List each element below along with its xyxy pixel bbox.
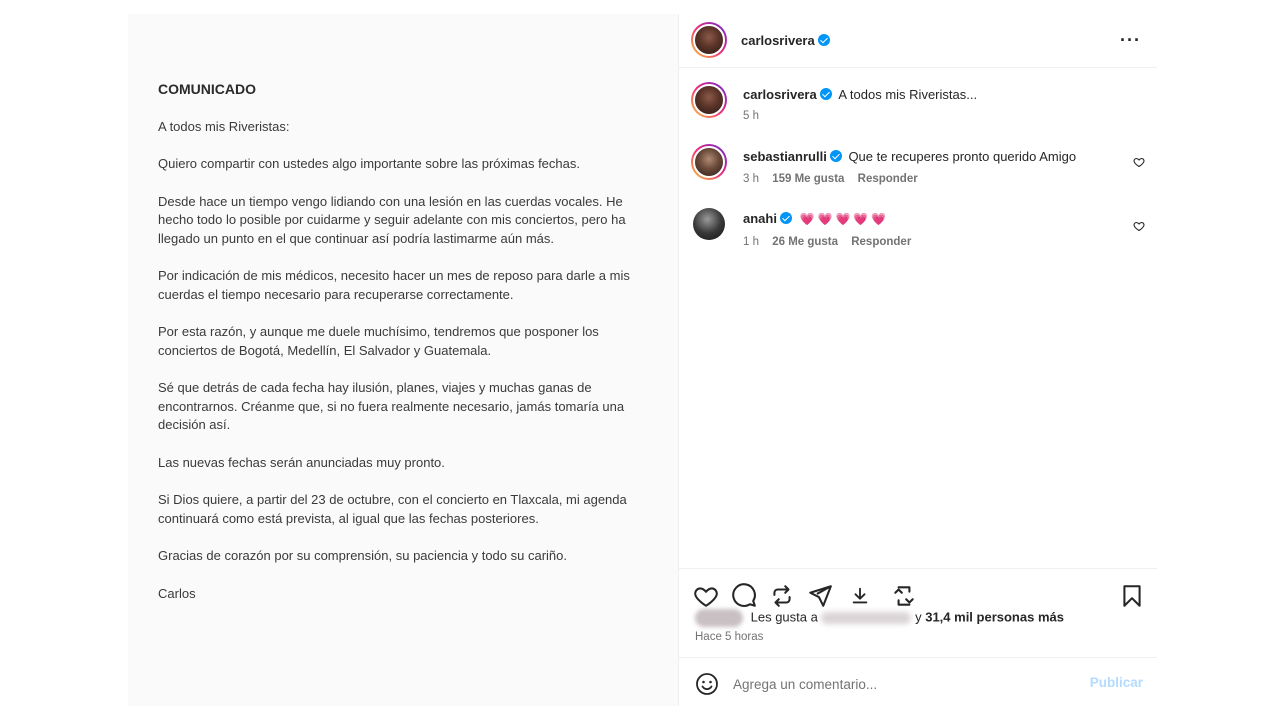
document-title: COMUNICADO bbox=[158, 81, 256, 97]
post-header bbox=[679, 14, 1157, 68]
caption-text: A todos mis Riveristas... bbox=[838, 87, 978, 102]
author-username[interactable]: carlosrivera bbox=[741, 33, 815, 48]
liker-name-redacted bbox=[821, 612, 911, 624]
comment-likes[interactable]: 159 Me gusta bbox=[772, 173, 845, 185]
verified-badge-icon bbox=[818, 34, 830, 46]
comment-time[interactable]: 1 h bbox=[743, 236, 759, 248]
commenter-username[interactable]: anahi bbox=[743, 211, 777, 226]
likes-connector: y bbox=[915, 609, 922, 625]
publish-button[interactable]: Publicar bbox=[1089, 675, 1143, 690]
likes-prefix: Les gusta a bbox=[750, 609, 818, 625]
add-comment-bar bbox=[679, 657, 1157, 706]
document-paragraph: Si Dios quiere, a partir del 23 de octubre, con el concierto en Tlaxcala, mi agenda continuará como está prevista, al igual que las fechas posteriores. bbox=[158, 492, 627, 526]
comment-likes[interactable]: 26 Me gusta bbox=[772, 236, 839, 248]
reply-button[interactable]: Responder bbox=[857, 173, 918, 185]
commenter-avatar[interactable] bbox=[693, 208, 725, 240]
liker-avatars bbox=[695, 609, 743, 627]
document-paragraph: Las nuevas fechas serán anunciadas muy pronto. bbox=[158, 454, 445, 470]
likes-count[interactable]: 31,4 mil personas más bbox=[925, 609, 1064, 625]
comment-time[interactable]: 3 h bbox=[743, 173, 759, 185]
like-comment-heart-icon[interactable] bbox=[1133, 156, 1145, 168]
save-bookmark-icon[interactable] bbox=[1119, 583, 1145, 609]
author-avatar[interactable] bbox=[691, 22, 727, 58]
post-actions bbox=[679, 568, 1157, 608]
document-paragraph: Gracias de corazón por su comprensión, su paciencia y todo su cariño. bbox=[158, 548, 567, 563]
document-paragraph: Por esta razón, y aunque me duele muchísimo, tendremos que posponer los conciertos de Bogotá, Medellín, El Salvador y Guatemala. bbox=[158, 324, 599, 358]
comment-bubble-icon[interactable] bbox=[731, 583, 757, 609]
caption-time[interactable]: 5 h bbox=[743, 110, 759, 122]
likes-summary[interactable] bbox=[695, 609, 1064, 631]
more-options-icon[interactable]: ··· bbox=[1120, 30, 1141, 50]
document-paragraph: A todos mis Riveristas: bbox=[158, 118, 290, 134]
document-signature: Carlos bbox=[158, 585, 196, 601]
reply-button[interactable]: Responder bbox=[851, 236, 912, 248]
download-icon[interactable] bbox=[849, 585, 871, 607]
like-heart-icon[interactable] bbox=[693, 583, 719, 609]
caption bbox=[679, 80, 1157, 130]
comment-text: Que te recuperes pronto querido Amigo bbox=[848, 149, 1077, 164]
like-comment-heart-icon[interactable] bbox=[1133, 220, 1145, 232]
repost-icon[interactable] bbox=[769, 583, 795, 609]
comment-item bbox=[679, 206, 1157, 256]
share-send-icon[interactable] bbox=[807, 583, 833, 609]
post-image[interactable] bbox=[128, 14, 678, 706]
verified-badge-icon bbox=[820, 88, 832, 100]
post-side-panel bbox=[678, 14, 1156, 706]
document-paragraph: Quiero compartir con ustedes algo importante sobre las próximas fechas. bbox=[158, 156, 580, 171]
announcement-document bbox=[158, 80, 648, 622]
caption-username[interactable]: carlosrivera bbox=[743, 87, 817, 102]
post-time-ago[interactable]: Hace 5 horas bbox=[695, 631, 764, 643]
document-paragraph: Desde hace un tiempo vengo lidiando con una lesión en las cuerdas vocales. He hecho todo lo posible por cuidarme y seguir adelante con mis conciertos, pero ha llegado un punto en el que continuar así podría lastimarme aún más. bbox=[158, 193, 626, 246]
caption-avatar[interactable] bbox=[691, 82, 727, 118]
commenter-username[interactable]: sebastianrulli bbox=[743, 149, 827, 164]
comment-item bbox=[679, 142, 1157, 192]
document-paragraph: Sé que detrás de cada fecha hay ilusión, planes, viajes y muchas ganas de encontrarnos. Créanme que, si no fuera realmente necesario, jamás tomaría una decisión así. bbox=[158, 380, 625, 432]
comment-input[interactable] bbox=[733, 673, 1073, 695]
document-paragraph: Por indicación de mis médicos, necesito hacer un mes de reposo para darle a mis cuerdas el tiempo necesario para recuperarse correctamente. bbox=[158, 268, 630, 302]
emoji-icon[interactable] bbox=[695, 672, 719, 696]
commenter-avatar[interactable] bbox=[691, 144, 727, 180]
remix-icon[interactable] bbox=[891, 583, 917, 609]
verified-badge-icon bbox=[780, 212, 792, 224]
comment-text: 💗💗💗💗💗 bbox=[799, 212, 890, 226]
verified-badge-icon bbox=[830, 150, 842, 162]
